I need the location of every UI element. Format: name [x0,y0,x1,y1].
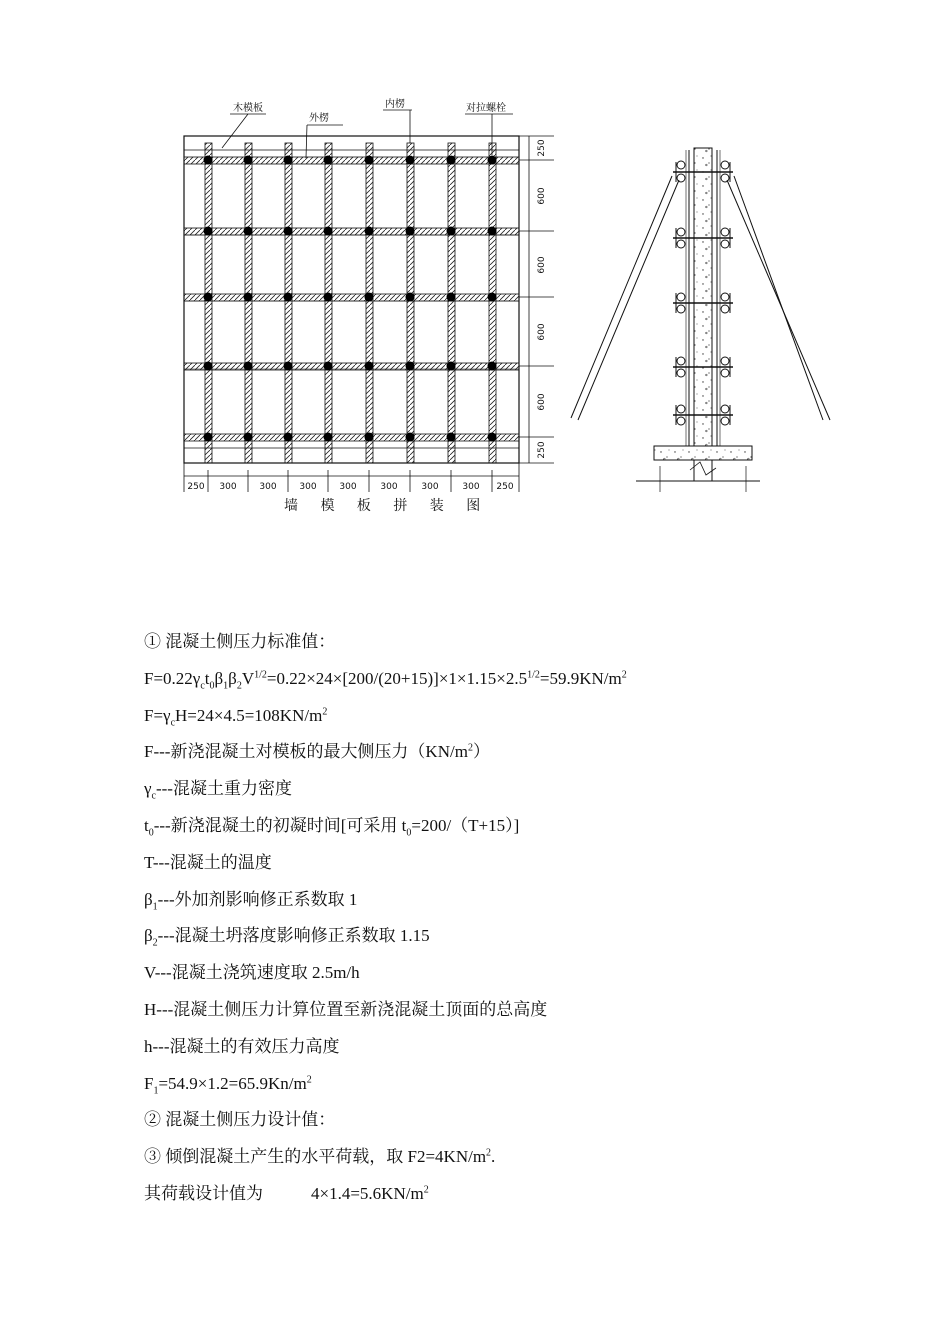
text-line-16 [144,1176,844,1213]
label-inner-stud: 内楞 [385,99,405,110]
frag: =59.9KN/m [539,668,622,688]
frag: γ [144,779,152,799]
frag-sub: c [200,680,205,692]
frag-sup: 2 [486,1147,492,1159]
calculation-text [144,624,844,1213]
wall-formwork-figure [0,0,950,560]
frag-sup: 2 [306,1073,312,1085]
dim-right-4: 600 [537,323,547,341]
frag-sub: 0 [406,827,412,839]
frag-sub: 1 [152,900,158,912]
frag: ---混凝土重力密度 [155,779,292,799]
text-line-1: ① 混凝土侧压力标准值： [144,632,336,651]
dim-bottom-1: 250 [187,482,205,492]
text-line-11: H---混凝土侧压力计算位置至新浇混凝土顶面的总高度 [144,999,548,1019]
frag: t [144,815,149,835]
dim-right-5: 600 [537,393,547,411]
frag: . [491,1147,496,1167]
frag: 其荷载设计值为 [144,1183,263,1203]
frag-sup: 1/2 [254,669,267,681]
frag: H=24×4.5=108KN/m [175,705,323,725]
text-line-12: h---混凝土的有效压力高度 [144,1036,340,1056]
dim-bottom-5: 300 [339,482,357,492]
frag-sub: c [170,716,176,728]
dim-right-3: 600 [537,256,547,274]
figure-caption: 墙 模 板 拼 装 图 [284,498,490,514]
text-line-10: V---混凝土浇筑速度取 2.5m/h [144,963,360,983]
frag: F---新浇混凝土对模板的最大侧压力（KN/m [144,742,468,762]
dim-right-6: 250 [537,441,547,459]
frag: ---新浇混凝土的初凝时间[可采用 t [153,815,407,835]
frag: =54.9×1.2=65.9Kn/m [158,1073,307,1093]
frag: 4×1.4=5.6KN/m [311,1183,424,1203]
frag: t [204,668,210,688]
text-line-14: ② 混凝土侧压力设计值： [144,1110,336,1130]
text-line-2 [144,661,844,698]
frag: ---外加剂影响修正系数取 1 [157,889,358,909]
frag: F=0.22γ [144,668,201,688]
frag: F=γ [144,705,171,725]
frag-sup: 2 [322,705,328,717]
text-line-5 [144,771,844,808]
section-drawing [571,148,830,492]
inner-studs [205,143,496,463]
frag: =0.22×24×[200/(20+15)]×1×1.15×2.5 [266,668,528,688]
frag-sup: 2 [621,669,627,681]
frag-sub: 1 [153,1084,159,1096]
frag-sub: 2 [152,937,158,949]
dim-bottom-8: 300 [462,482,480,492]
dim-bottom-7: 300 [421,482,439,492]
label-wood-form: 木模板 [233,103,263,114]
text-line-9 [144,918,844,955]
dim-bottom-2: 300 [219,482,237,492]
dim-bottom-3: 300 [259,482,277,492]
frag: ---混凝土坍落度影响修正系数取 1.15 [157,926,430,946]
frag-sup: 1/2 [527,669,540,681]
frag: =200/（T+15）] [411,815,520,835]
text-line-6 [144,808,844,845]
frag: β [144,889,153,909]
text-line-7: T---混凝土的温度 [144,852,272,872]
frag: β [214,668,224,688]
frag: β [144,926,153,946]
frag-sub: 2 [236,680,242,692]
dim-right-1: 250 [537,139,547,157]
text-line-3 [144,698,844,735]
frag: ） [472,742,490,762]
frag-sub: 0 [148,827,154,839]
text-line-4 [144,734,844,771]
dim-bottom-6: 300 [380,482,398,492]
dim-bottom-9: 250 [496,482,514,492]
frag: F [144,1073,154,1093]
frag-sup: 2 [423,1184,429,1196]
label-outer-stud: 外楞 [309,113,329,124]
dim-right-2: 600 [537,187,547,205]
text-line-13 [144,1066,844,1103]
dim-bottom-4: 300 [299,482,317,492]
text-line-8 [144,882,844,919]
label-tie-bolt: 对拉螺栓 [466,103,506,114]
right-dimension-strip [519,136,554,463]
frag-sub: 1 [223,680,229,692]
frag-sub: 0 [209,680,215,692]
text-line-15 [144,1139,844,1176]
frag-sub: c [151,790,156,802]
frag: ③ 倾倒混凝土产生的水平荷载，取 F2=4KN/m [144,1147,487,1167]
outer-studs [184,157,519,441]
frag-sup: 2 [467,742,473,754]
frag: β [228,668,237,688]
frag: V [241,668,255,688]
